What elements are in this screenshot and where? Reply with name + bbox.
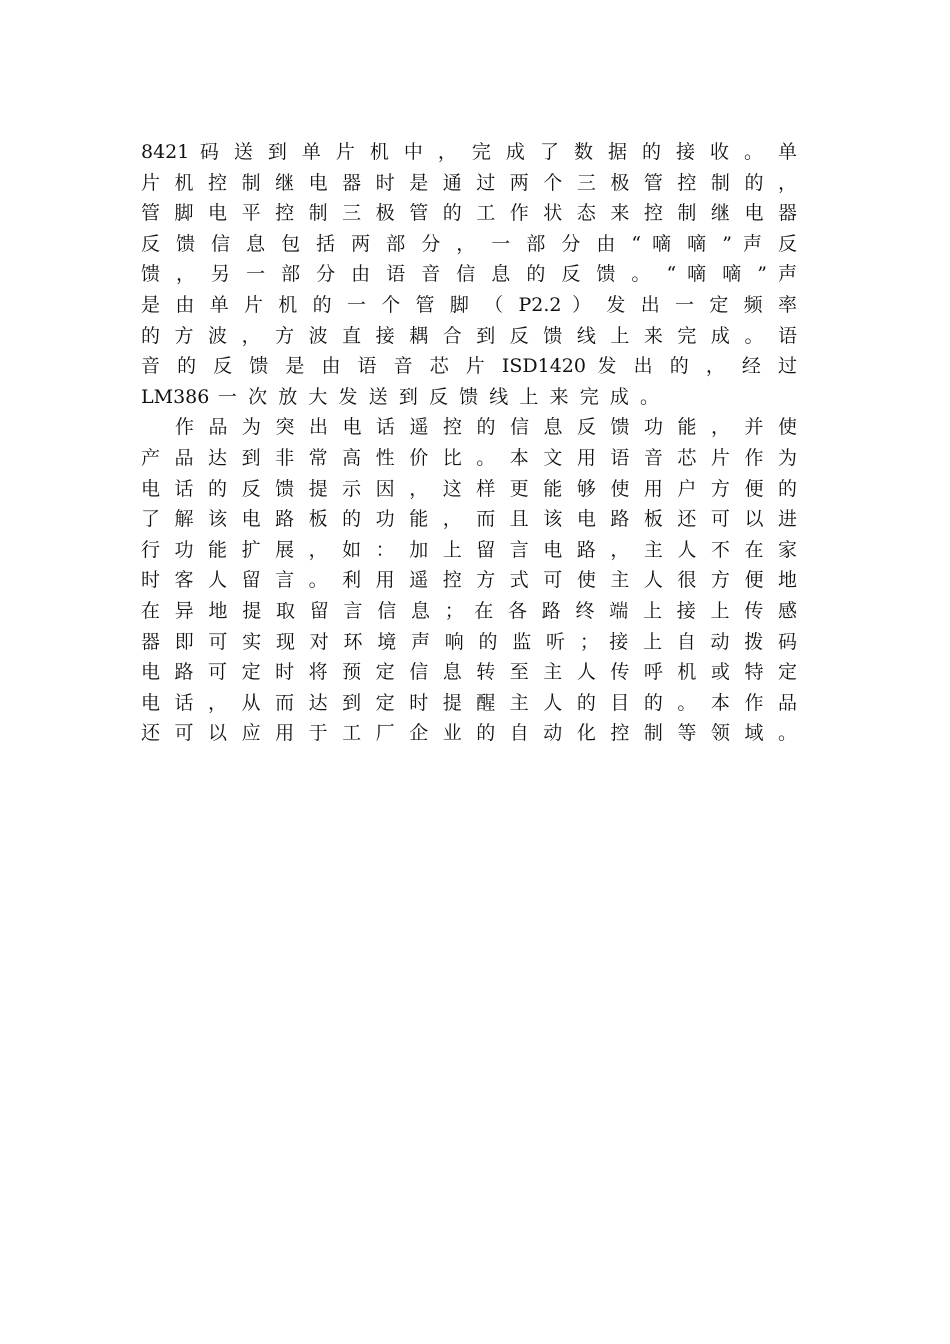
text-line: 时 客 人 留 言 。 利 用 遥 控 方 式 可 使 主 人 很 方 便 地 — [141, 569, 797, 592]
text-line: 片 机 控 制 继 电 器 时 是 通 过 两 个 三 极 管 控 制 的 ， — [141, 171, 797, 194]
text-line: 反 馈 信 息 包 括 两 部 分 ， 一 部 分 由 “ 嘀 嘀 ” 声 反 — [141, 232, 797, 255]
text-line: 器 即 可 实 现 对 环 境 声 响 的 监 听 ； 接 上 自 动 拨 码 — [141, 630, 797, 653]
text-line: 电 话 的 反 馈 提 示 因 ， 这 样 更 能 够 使 用 户 方 便 的 — [141, 477, 797, 500]
text-line: 馈 ， 另 一 部 分 由 语 音 信 息 的 反 馈 。 “ 嘀 嘀 ” 声 — [141, 263, 797, 286]
text-line: 电 路 可 定 时 将 预 定 信 息 转 至 主 人 传 呼 机 或 特 定 — [141, 661, 797, 684]
text-line: LM386 一 次 放 大 发 送 到 反 馈 线 上 来 完 成 。 — [141, 385, 659, 408]
paragraph-2 — [141, 412, 797, 749]
text-line: 了 解 该 电 路 板 的 功 能 ， 而 且 该 电 路 板 还 可 以 进 — [141, 508, 797, 531]
body-text — [141, 137, 797, 749]
text-line: 作 品 为 突 出 电 话 遥 控 的 信 息 反 馈 功 能 ， 并 使 — [175, 416, 797, 439]
text-line: 管 脚 电 平 控 制 三 极 管 的 工 作 状 态 来 控 制 继 电 器 — [141, 202, 797, 225]
text-line: 电 话 ， 从 而 达 到 定 时 提 醒 主 人 的 目 的 。 本 作 品 — [141, 691, 797, 714]
paragraph-1 — [141, 137, 797, 412]
text-line: 产 品 达 到 非 常 高 性 价 比 。 本 文 用 语 音 芯 片 作 为 — [141, 446, 797, 469]
text-line: 行 功 能 扩 展 ， 如 ： 加 上 留 言 电 路 ， 主 人 不 在 家 — [141, 538, 797, 561]
text-line: 还 可 以 应 用 于 工 厂 企 业 的 自 动 化 控 制 等 领 域 。 — [141, 722, 797, 745]
text-line: 8421 码 送 到 单 片 机 中 ， 完 成 了 数 据 的 接 收 。 单 — [141, 141, 797, 163]
text-line: 的 方 波 ， 方 波 直 接 耦 合 到 反 馈 线 上 来 完 成 。 语 — [141, 324, 797, 347]
text-line: 是 由 单 片 机 的 一 个 管 脚 （ P2.2 ） 发 出 一 定 频 率 — [141, 293, 797, 316]
text-line: 音 的 反 馈 是 由 语 音 芯 片 ISD1420 发 出 的 ， 经 过 — [141, 355, 797, 378]
text-line: 在 异 地 提 取 留 言 信 息 ； 在 各 路 终 端 上 接 上 传 感 — [141, 599, 797, 622]
